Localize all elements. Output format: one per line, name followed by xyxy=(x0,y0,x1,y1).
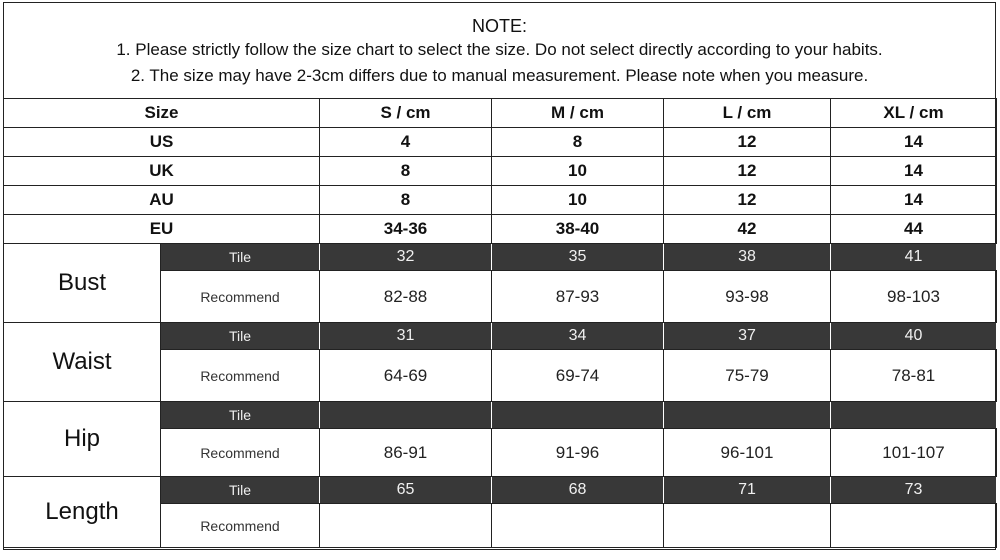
measure-waist: Waist xyxy=(4,323,161,402)
note-line-2: 2. The size may have 2-3cm differs due to manual measurement. Please note when you measure. xyxy=(130,66,869,85)
region-value: 4 xyxy=(320,128,492,157)
tile-label: Tile xyxy=(161,402,320,429)
recommend-label: Recommend xyxy=(161,504,320,548)
recommend-value xyxy=(664,504,831,548)
region-value: 42 xyxy=(664,215,831,244)
recommend-value: 101-107 xyxy=(831,429,997,477)
tile-value xyxy=(831,402,997,429)
measure-length: Length xyxy=(4,477,161,548)
recommend-value: 96-101 xyxy=(664,429,831,477)
region-row-eu xyxy=(4,215,997,244)
tile-value: 68 xyxy=(492,477,664,504)
region-label: AU xyxy=(4,186,320,215)
tile-value: 73 xyxy=(831,477,997,504)
recommend-label: Recommend xyxy=(161,271,320,323)
recommend-value xyxy=(831,504,997,548)
region-value: 34-36 xyxy=(320,215,492,244)
region-value: 8 xyxy=(492,128,664,157)
size-table xyxy=(3,98,997,548)
region-value: 12 xyxy=(664,157,831,186)
region-row-us xyxy=(4,128,997,157)
tile-value: 32 xyxy=(320,244,492,271)
tile-value xyxy=(664,402,831,429)
note-section xyxy=(4,3,995,99)
recommend-value: 75-79 xyxy=(664,350,831,402)
region-value: 14 xyxy=(831,186,997,215)
region-value: 8 xyxy=(320,157,492,186)
recommend-value: 82-88 xyxy=(320,271,492,323)
region-label: US xyxy=(4,128,320,157)
recommend-value: 91-96 xyxy=(492,429,664,477)
tile-value xyxy=(320,402,492,429)
length-tile-row xyxy=(4,477,997,504)
region-value: 10 xyxy=(492,186,664,215)
tile-value: 41 xyxy=(831,244,997,271)
recommend-label: Recommend xyxy=(161,350,320,402)
tile-label: Tile xyxy=(161,477,320,504)
tile-value: 31 xyxy=(320,323,492,350)
region-value: 14 xyxy=(831,128,997,157)
region-label: EU xyxy=(4,215,320,244)
region-value: 8 xyxy=(320,186,492,215)
region-value: 10 xyxy=(492,157,664,186)
region-value: 12 xyxy=(664,128,831,157)
tile-value: 38 xyxy=(664,244,831,271)
recommend-value: 86-91 xyxy=(320,429,492,477)
recommend-value: 78-81 xyxy=(831,350,997,402)
tile-value: 34 xyxy=(492,323,664,350)
header-m: M / cm xyxy=(492,99,664,128)
note-title: NOTE: xyxy=(471,16,527,36)
region-row-uk xyxy=(4,157,997,186)
header-l: L / cm xyxy=(664,99,831,128)
header-xl: XL / cm xyxy=(831,99,997,128)
recommend-value: 87-93 xyxy=(492,271,664,323)
tile-label: Tile xyxy=(161,323,320,350)
region-value: 12 xyxy=(664,186,831,215)
hip-tile-row xyxy=(4,402,997,429)
region-label: UK xyxy=(4,157,320,186)
recommend-value: 98-103 xyxy=(831,271,997,323)
recommend-value: 93-98 xyxy=(664,271,831,323)
recommend-label: Recommend xyxy=(161,429,320,477)
tile-value xyxy=(492,402,664,429)
measure-hip: Hip xyxy=(4,402,161,477)
tile-value: 71 xyxy=(664,477,831,504)
tile-label: Tile xyxy=(161,244,320,271)
header-size: Size xyxy=(4,99,320,128)
tile-value: 65 xyxy=(320,477,492,504)
region-value: 44 xyxy=(831,215,997,244)
recommend-value xyxy=(492,504,664,548)
tile-value: 40 xyxy=(831,323,997,350)
recommend-value: 69-74 xyxy=(492,350,664,402)
region-row-au xyxy=(4,186,997,215)
region-value: 38-40 xyxy=(492,215,664,244)
recommend-value: 64-69 xyxy=(320,350,492,402)
header-s: S / cm xyxy=(320,99,492,128)
waist-tile-row xyxy=(4,323,997,350)
recommend-value xyxy=(320,504,492,548)
note-line-1: 1. Please strictly follow the size chart to select the size. Do not select directly according to your habits. xyxy=(116,40,883,59)
size-chart xyxy=(3,2,996,550)
tile-value: 37 xyxy=(664,323,831,350)
bust-tile-row xyxy=(4,244,997,271)
tile-value: 35 xyxy=(492,244,664,271)
region-value: 14 xyxy=(831,157,997,186)
header-row xyxy=(4,99,997,128)
measure-bust: Bust xyxy=(4,244,161,323)
